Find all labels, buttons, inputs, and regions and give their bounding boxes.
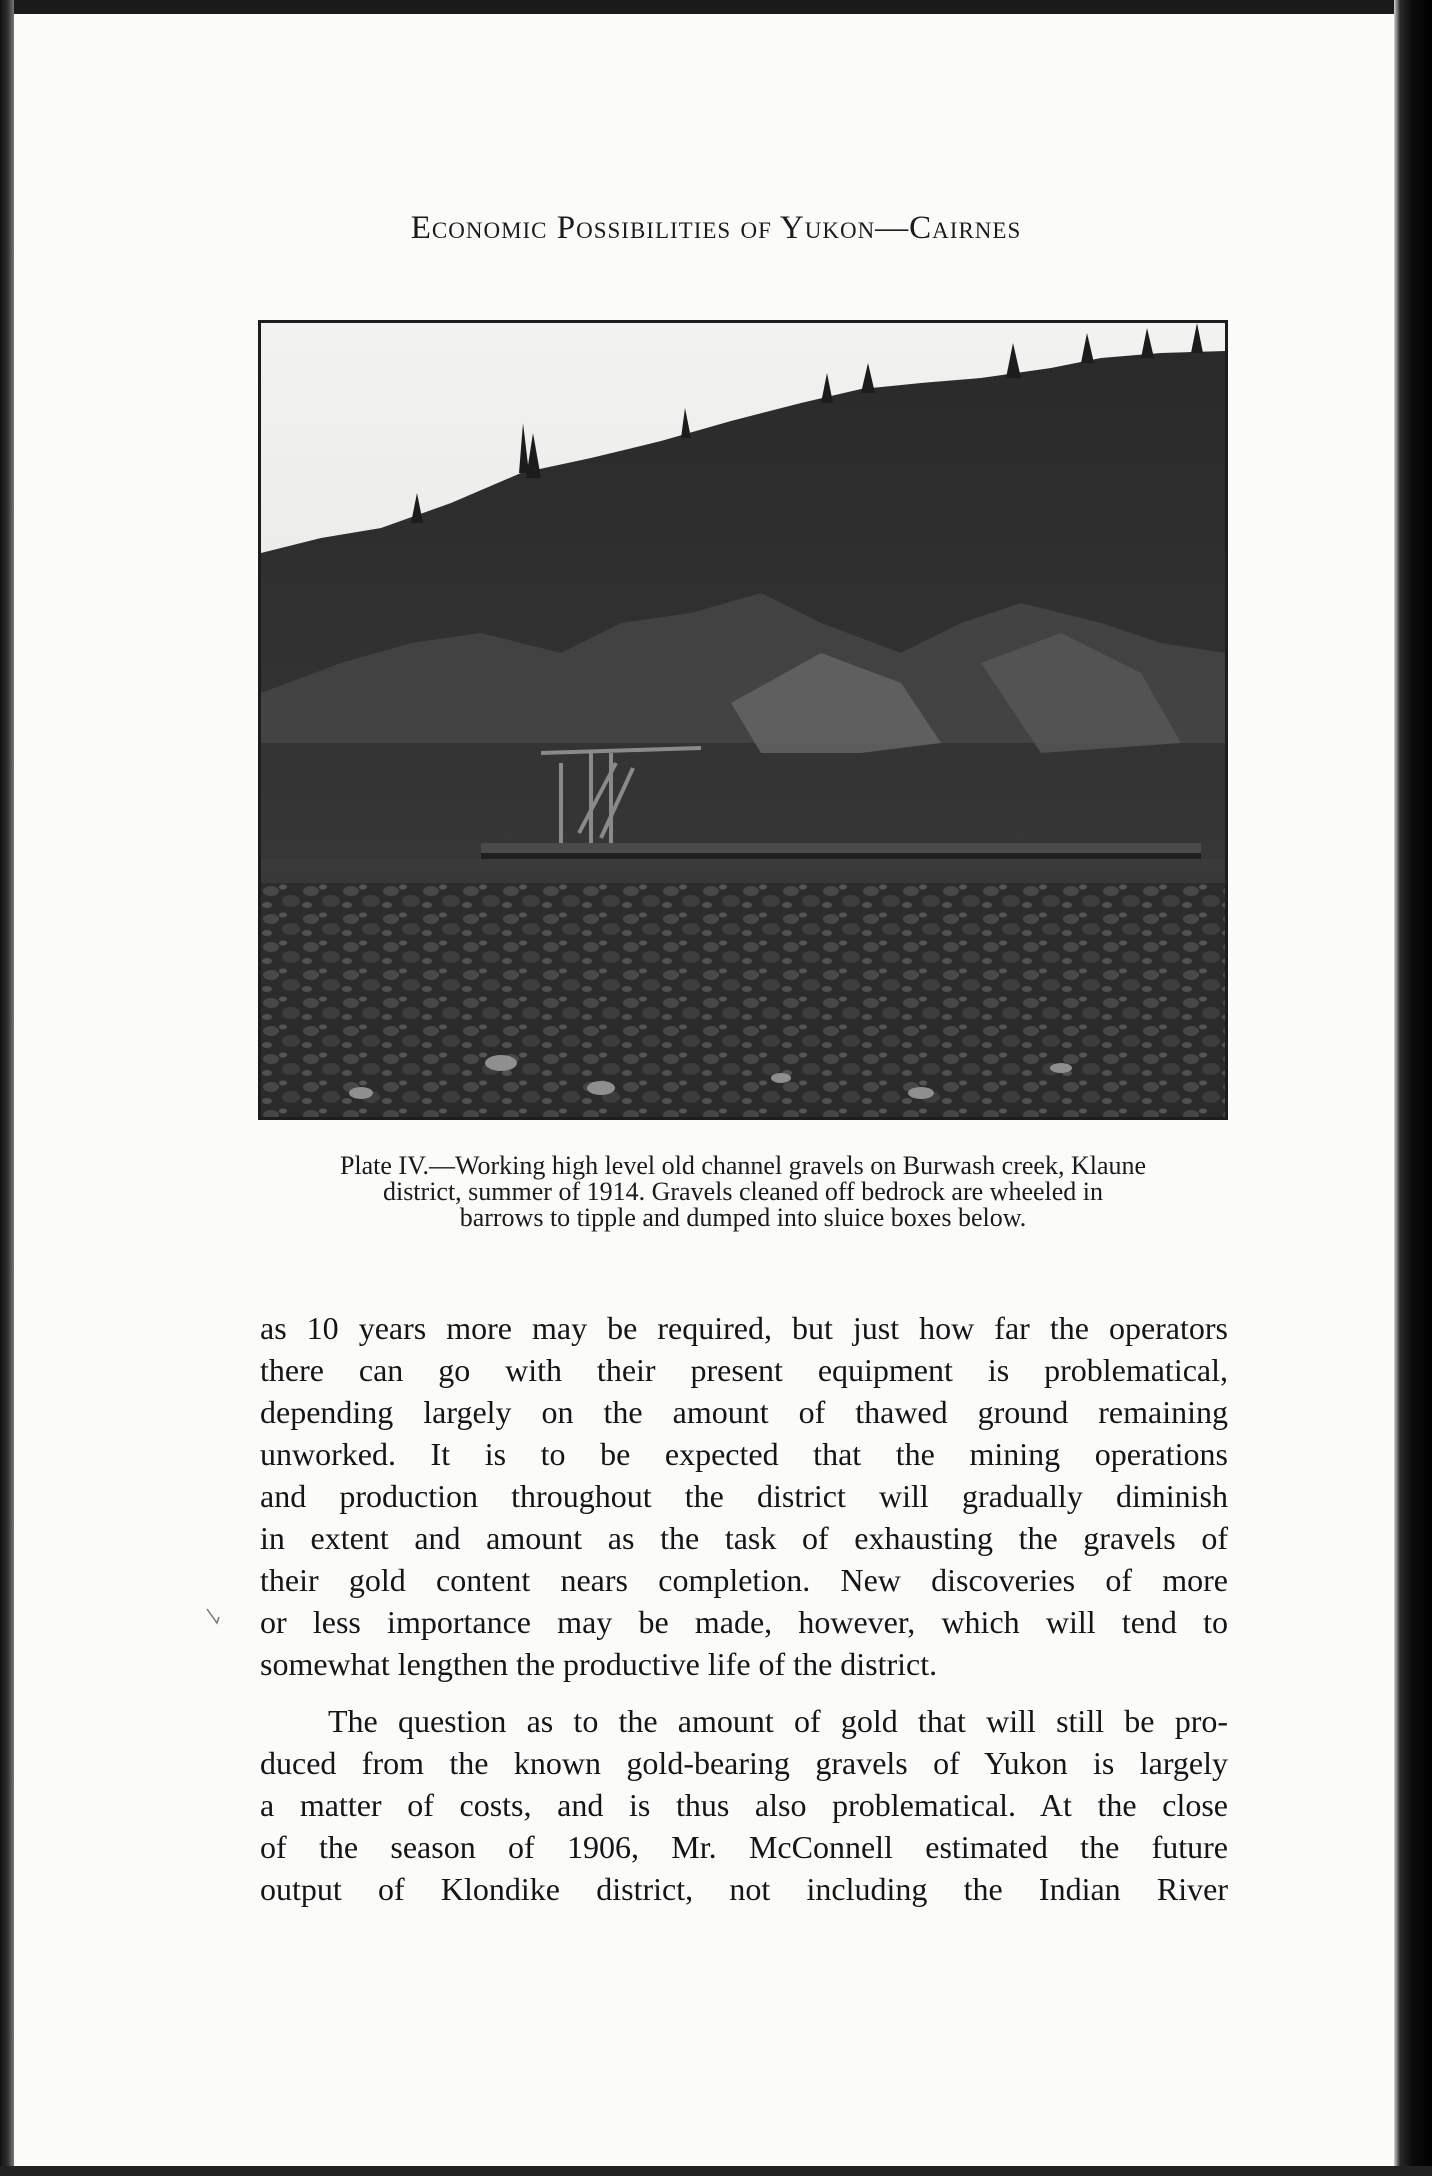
text-line: output of Klondike district, not including the Indian River [260, 1871, 1228, 1907]
text-line: in extent and amount as the task of exhausting the gravels of [260, 1520, 1228, 1556]
plate-photograph [258, 320, 1228, 1120]
paragraph-2 [260, 1700, 1228, 1910]
caption-line: district, summer of 1914. Gravels cleaned off bedrock are wheeled in [382, 1177, 1104, 1206]
paragraph-1 [260, 1307, 1228, 1685]
text-line: duced from the known gold-bearing gravels of Yukon is largely [260, 1745, 1228, 1781]
caption-line: barrows to tipple and dumped into sluice boxes below. [459, 1203, 1027, 1232]
scan-edge-top [0, 0, 1432, 14]
text-line: their gold content nears completion. New discoveries of more [260, 1562, 1228, 1598]
text-line: somewhat lengthen the productive life of the district. [260, 1646, 938, 1682]
text-line: of the season of 1906, Mr. McConnell estimated the future [260, 1829, 1228, 1865]
margin-check-mark-icon [205, 1605, 229, 1629]
scan-edge-left [0, 0, 14, 2176]
scan-edge-right [1394, 0, 1432, 2176]
text-line: The question as to the amount of gold that will still be pro- [328, 1703, 1228, 1739]
scan-edge-bottom [0, 2166, 1432, 2176]
text-line: and production throughout the district will gradually diminish [260, 1478, 1228, 1514]
photograph-mining-gravels-hillside [261, 323, 1225, 1117]
text-line: depending largely on the amount of thawed ground remaining [260, 1394, 1228, 1430]
text-line: unworked. It is to be expected that the mining operations [260, 1436, 1228, 1472]
text-line: a matter of costs, and is thus also problematical. At the close [260, 1787, 1228, 1823]
text-line: there can go with their present equipment is problematical, [260, 1352, 1228, 1388]
plate-caption [258, 1153, 1228, 1231]
running-head: Economic Possibilities of Yukon—Cairnes [410, 210, 1022, 246]
caption-line: Plate IV.—Working high level old channel gravels on Burwash creek, Klaune [339, 1151, 1147, 1180]
text-line: as 10 years more may be required, but just how far the operators [260, 1310, 1228, 1346]
text-line: or less importance may be made, however, which will tend to [260, 1604, 1228, 1640]
